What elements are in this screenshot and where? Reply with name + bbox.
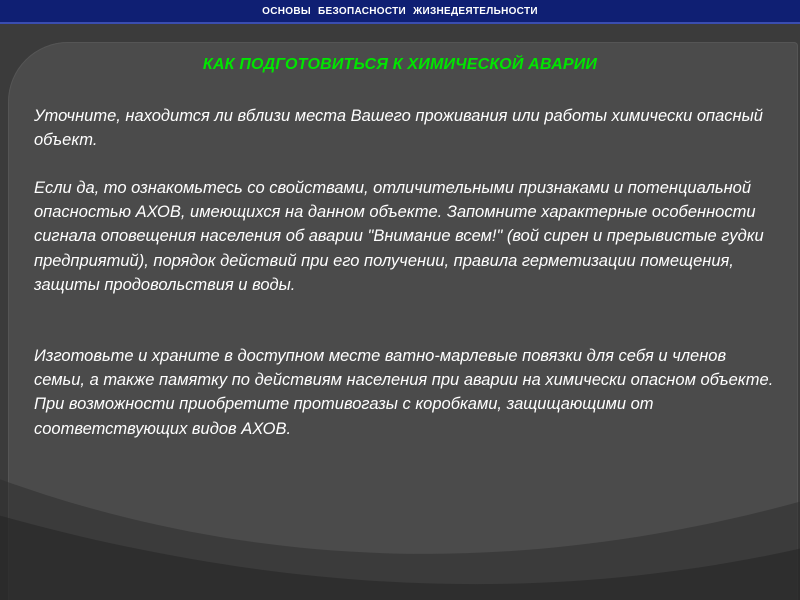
decorative-swoosh (0, 424, 800, 600)
paragraph-3: Изготовьте и храните в доступном месте ватно-марлевые повязки для себя и членов семьи, а также памятку по действиям населения при аварии на химически опасном объекте. При возможности приобретите противогазы с коробками, защищающими от соответствующих видов АХОВ. (34, 347, 774, 438)
paragraph-1: Уточните, находится ли вблизи места Вашего проживания или работы химически опасный объект. (34, 107, 763, 150)
header-bar (0, 0, 800, 24)
paragraph-2: Если да, то ознакомьтесь со свойствами, отличительными признаками и потенциальной опасностью АХОВ, имеющихся на данном объекте. Запомните характерные особенности сигнала оповещения населения об аварии "Внимание всем!" (вой сирен и прерывистые гудки предприятий), порядок действий при его получении, правила герметизации помещения, защиты продовольствия и воды. (34, 179, 764, 294)
header-title: ОСНОВЫ БЕЗОПАСНОСТИ ЖИЗНЕДЕЯТЕЛЬНОСТИ (262, 5, 538, 17)
slide-title: КАК ПОДГОТОВИТЬСЯ К ХИМИЧЕСКОЙ АВАРИИ (202, 56, 598, 73)
